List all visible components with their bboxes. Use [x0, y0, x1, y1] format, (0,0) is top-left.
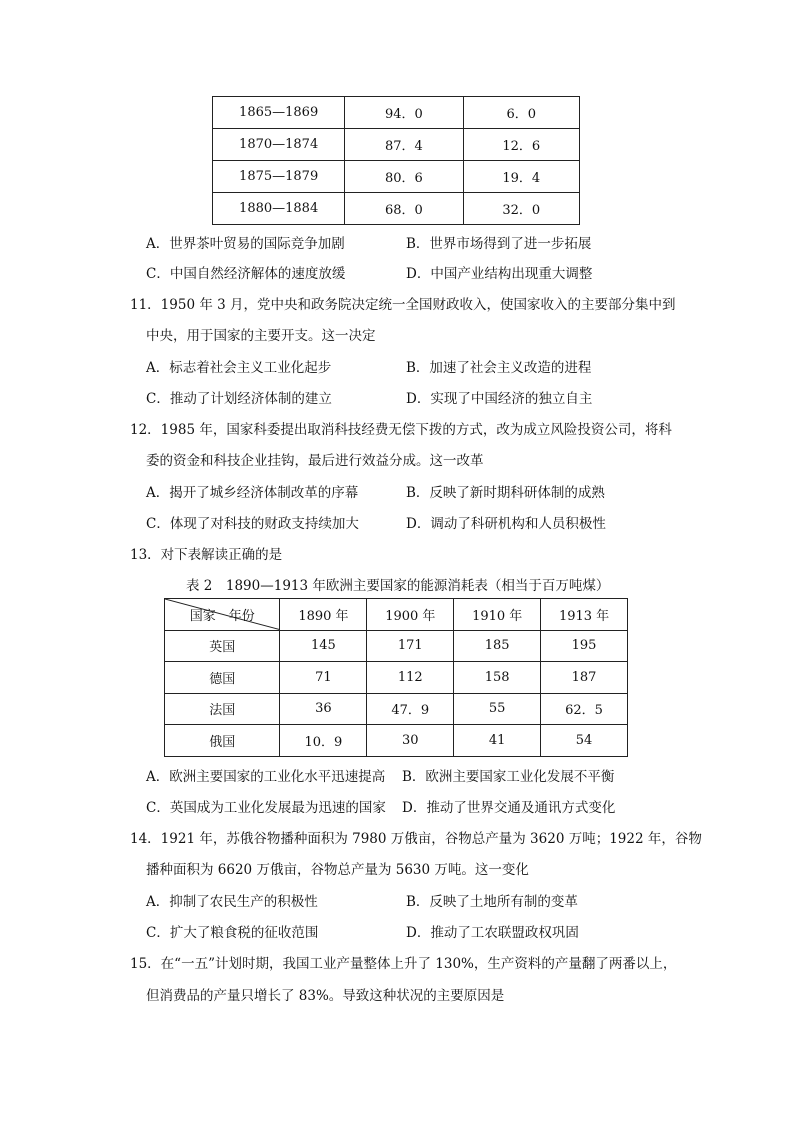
- table-cell: 112: [367, 662, 454, 694]
- table-cell: 187: [541, 662, 628, 694]
- q13-stem: 13．对下表解读正确的是: [130, 547, 283, 563]
- q11-stem-line1: 11．1950 年 3 月，党中央和政务院决定统一全国财政收入，使国家收入的主要部分集中到: [130, 297, 676, 313]
- table-cell: 32．0: [463, 193, 579, 225]
- q13-option-a: A．欧洲主要国家的工业化水平迅速提高: [146, 769, 386, 785]
- country-cell: 德国: [165, 662, 280, 694]
- table-cell: 30: [367, 725, 454, 757]
- table-cell: 55: [454, 693, 541, 725]
- table-cell: 47．9: [367, 693, 454, 725]
- q15-stem-line1: 15．在“一五”计划时期，我国工业产量整体上升了 130%，生产资料的产量翻了两番以上，: [130, 956, 677, 972]
- q12-option-d: D．调动了科研机构和人员积极性: [406, 516, 606, 532]
- table-caption: 表 2 1890—1913 年欧洲主要国家的能源消耗表（相当于百万吨煤）: [186, 578, 610, 594]
- header-corner-label: 国家 年份: [189, 608, 255, 624]
- q14-option-d: D．推动了工农联盟政权巩固: [406, 925, 579, 941]
- q14-option-a: A．抑制了农民生产的积极性: [146, 894, 318, 910]
- table-cell: 54: [541, 725, 628, 757]
- table-cell: 71: [280, 662, 367, 694]
- energy-consumption-table: [164, 598, 628, 757]
- table-cell: 145: [280, 630, 367, 662]
- table-cell: 80．6: [345, 161, 463, 193]
- table-cell: 68．0: [345, 193, 463, 225]
- q14-stem-line1: 14．1921 年，苏俄谷物播种面积为 7980 万俄亩，谷物总产量为 3620 万吨；1922 年，谷物: [130, 831, 702, 847]
- q12-stem-line1: 12．1985 年，国家科委提出取消科技经费无偿下拨的方式，改为成立风险投资公司，将科: [130, 422, 672, 438]
- q11-stem-line2: 中央，用于国家的主要开支。这一决定: [146, 328, 376, 344]
- q14-option-c: C．扩大了粮食税的征收范围: [146, 925, 319, 941]
- table-cell: 19．4: [463, 161, 579, 193]
- header-year: 1900 年: [367, 599, 454, 631]
- table-row: [213, 129, 580, 161]
- q13-option-c: C．英国成为工业化发展最为迅速的国家: [146, 800, 386, 816]
- q13-option-b: B．欧洲主要国家工业化发展不平衡: [402, 769, 615, 785]
- table-cell: 36: [280, 693, 367, 725]
- table-cell: 158: [454, 662, 541, 694]
- country-cell: 英国: [165, 630, 280, 662]
- table-cell: 1865—1869: [213, 97, 345, 129]
- header-year: 1910 年: [454, 599, 541, 631]
- q14-option-b: B．反映了土地所有制的变革: [406, 894, 578, 910]
- table-cell: 195: [541, 630, 628, 662]
- header-corner-cell: [165, 599, 280, 631]
- table-row: [165, 662, 628, 694]
- q10-option-a: A．世界茶叶贸易的国际竞争加剧: [146, 236, 345, 252]
- q14-stem-line2: 播种面积为 6620 万俄亩，谷物总产量为 5630 万吨。这一变化: [146, 862, 529, 878]
- table-row: [213, 161, 580, 193]
- q13-option-d: D．推动了世界交通及通讯方式变化: [402, 800, 616, 816]
- header-year: 1890 年: [280, 599, 367, 631]
- table-cell: 185: [454, 630, 541, 662]
- table-cell: 10．9: [280, 725, 367, 757]
- q11-option-b: B．加速了社会主义改造的进程: [406, 360, 592, 376]
- q11-option-d: D．实现了中国经济的独立自主: [406, 391, 593, 407]
- table-row: [213, 193, 580, 225]
- table-row: [165, 693, 628, 725]
- q11-option-c: C．推动了计划经济体制的建立: [146, 391, 332, 407]
- table-cell: 1870—1874: [213, 129, 345, 161]
- table-row: [165, 725, 628, 757]
- table-cell: 62．5: [541, 693, 628, 725]
- table-cell: 1880—1884: [213, 193, 345, 225]
- table-row: [165, 630, 628, 662]
- table-header-row: [165, 599, 628, 631]
- table-row: [213, 97, 580, 129]
- country-cell: 俄国: [165, 725, 280, 757]
- table-cell: 6．0: [463, 97, 579, 129]
- q12-stem-line2: 委的资金和科技企业挂钩，最后进行效益分成。这一改革: [146, 453, 484, 469]
- header-year: 1913 年: [541, 599, 628, 631]
- q10-option-d: D．中国产业结构出现重大调整: [406, 266, 593, 282]
- table-cell: 41: [454, 725, 541, 757]
- q15-stem-line2: 但消费品的产量只增长了 83%。导致这种状况的主要原因是: [146, 988, 505, 1004]
- country-cell: 法国: [165, 693, 280, 725]
- table-cell: 171: [367, 630, 454, 662]
- q10-option-c: C．中国自然经济解体的速度放缓: [146, 266, 346, 282]
- trade-share-table: [212, 96, 580, 225]
- q10-option-b: B．世界市场得到了进一步拓展: [406, 236, 592, 252]
- q12-option-a: A．揭开了城乡经济体制改革的序幕: [146, 485, 359, 501]
- q12-option-c: C．体现了对科技的财政支持续加大: [146, 516, 359, 532]
- table-cell: 1875—1879: [213, 161, 345, 193]
- table-cell: 87．4: [345, 129, 463, 161]
- table-cell: 12．6: [463, 129, 579, 161]
- table-cell: 94．0: [345, 97, 463, 129]
- q12-option-b: B．反映了新时期科研体制的成熟: [406, 485, 605, 501]
- q11-option-a: A．标志着社会主义工业化起步: [146, 360, 332, 376]
